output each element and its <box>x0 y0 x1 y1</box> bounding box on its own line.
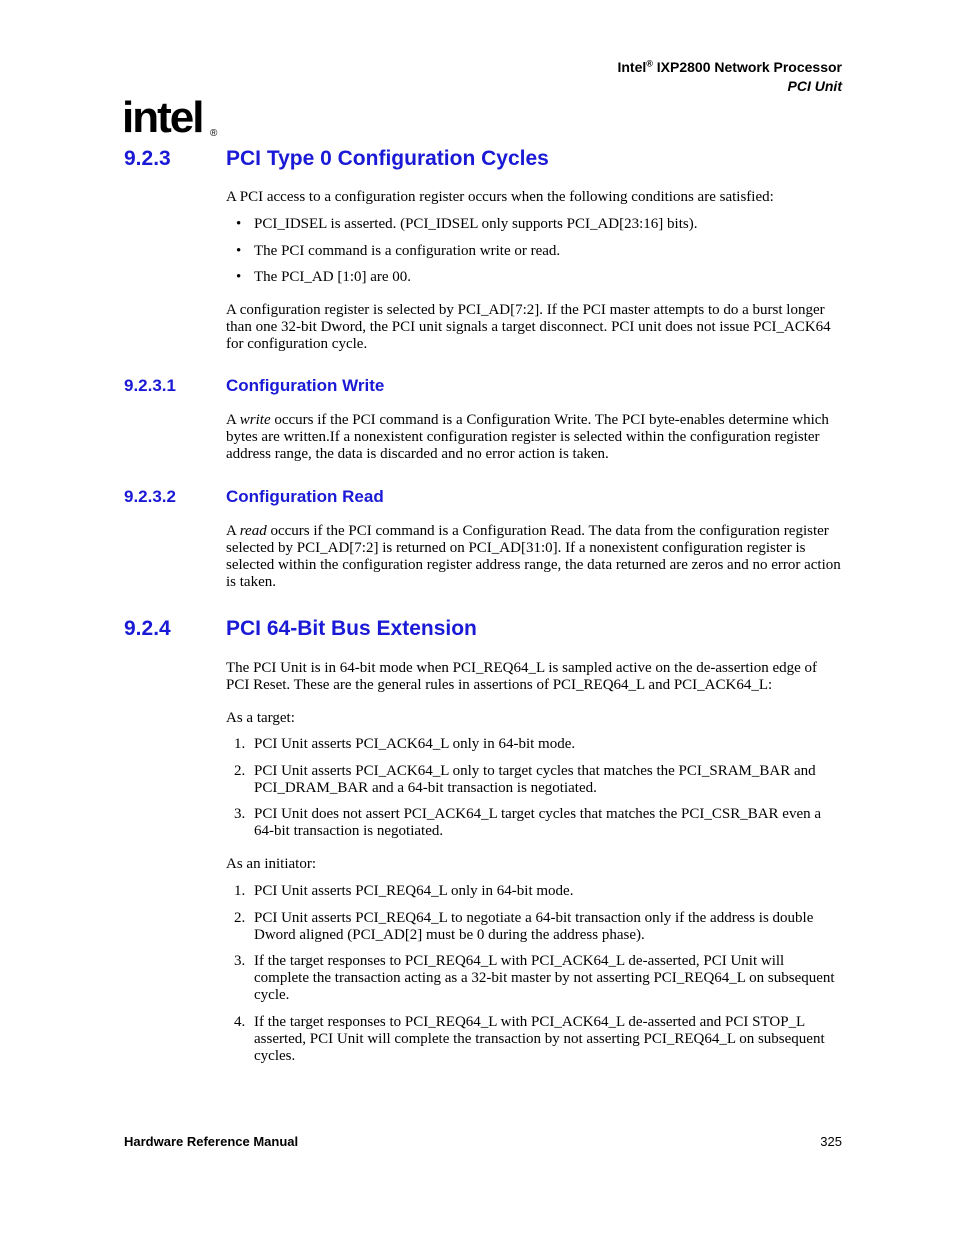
section-intro: A PCI access to a configuration register occurs when the following conditions are satisfied: <box>226 189 774 205</box>
section-title: Configuration Read <box>226 487 384 506</box>
paragraph <box>226 523 842 591</box>
conditions-list <box>226 216 842 296</box>
list-item: 1. PCI Unit asserts PCI_REQ64_L only in 64-bit mode. <box>234 883 574 899</box>
initiator-rules-list <box>226 883 842 1074</box>
paragraph <box>226 412 842 463</box>
footer-manual-title: Hardware Reference Manual <box>124 1134 299 1149</box>
running-header <box>617 58 842 96</box>
section-heading-9-2-4 <box>124 617 477 641</box>
header-brand: Intel <box>617 59 647 75</box>
text-run: occurs if the PCI command is a Configuration Write. The PCI byte-enables determine which bytes are written.If a nonexistent configuration register is selected within the configuration register address range, the data is discarded and no error action is taken. <box>226 412 829 462</box>
section-number: 9.2.3.2 <box>124 487 176 506</box>
header-product: IXP2800 Network Processor <box>656 59 842 75</box>
initiator-label: As an initiator: <box>226 856 316 872</box>
header-product-line <box>617 58 842 77</box>
footer-page-number: 325 <box>820 1134 842 1149</box>
list-item: 3. If the target responses to PCI_REQ64_L with PCI_ACK64_L de-asserted, PCI Unit will complete the transaction acting as a 32-bit master by not asserting PCI_REQ64_L on subsequent cycle. <box>234 953 835 1003</box>
list-item-text: PCI Unit asserts PCI_REQ64_L to negotiate a 64-bit transaction only if the address is double Dword aligned (PCI_AD[2] must be 0 during the address phase). <box>254 909 814 943</box>
section-heading-9-2-3-2 <box>124 487 384 507</box>
section-title: PCI 64-Bit Bus Extension <box>226 617 477 640</box>
section-heading-9-2-3 <box>124 147 549 171</box>
list-item: 3. PCI Unit does not assert PCI_ACK64_L target cycles that matches the PCI_CSR_BAR even a 64-bit transaction is negotiated. <box>234 806 822 839</box>
paragraph: A configuration register is selected by PCI_AD[7:2]. If the PCI master attempts to do a burst longer than one 32-bit Dword, the PCI unit signals a target disconnect. PCI unit does not issue PCI_ACK64 for configuration cycle. <box>226 302 831 352</box>
list-item-text: If the target responses to PCI_REQ64_L with PCI_ACK64_L de-asserted, PCI Unit will complete the transaction acting as a 32-bit master by not asserting PCI_REQ64_L on subsequent cycle. <box>254 953 835 1003</box>
list-item-text: PCI Unit asserts PCI_ACK64_L only to target cycles that matches the PCI_SRAM_BAR and PCI_DRAM_BAR and a 64-bit transaction is negotiated. <box>254 762 816 796</box>
section-title: PCI Type 0 Configuration Cycles <box>226 147 549 170</box>
intel-logo-text: intel <box>122 93 203 140</box>
text-run: occurs if the PCI command is a Configuration Read. The data from the configuration register selected by PCI_AD[7:2] is returned on PCI_AD[31:0]. If a nonexistent configuration register is selected within the configuration register address range, the data returned are zeros and no error action is taken. <box>226 523 841 590</box>
list-item: 1. PCI Unit asserts PCI_ACK64_L only in 64-bit mode. <box>234 736 576 752</box>
target-rules-list <box>226 736 842 850</box>
section-intro: The PCI Unit is in 64-bit mode when PCI_REQ64_L is sampled active on the de-assertion edge of PCI Reset. These are the general rules in assertions of PCI_REQ64_L and PCI_ACK64_L: <box>226 660 818 693</box>
section-number: 9.2.3.1 <box>124 376 176 395</box>
section-number: 9.2.3 <box>124 147 171 170</box>
section-number: 9.2.4 <box>124 617 171 640</box>
list-item-text: PCI Unit does not assert PCI_ACK64_L target cycles that matches the PCI_CSR_BAR even a 64-bit transaction is negotiated. <box>254 806 822 839</box>
list-item-text: PCI Unit asserts PCI_ACK64_L only in 64-bit mode. <box>254 736 576 752</box>
list-item: 4. If the target responses to PCI_REQ64_L with PCI_ACK64_L de-asserted and PCI STOP_L asserted, PCI Unit will complete the transaction by not asserting PCI_REQ64_L on subsequent cycles. <box>234 1013 825 1064</box>
header-section: PCI Unit <box>787 78 842 94</box>
section-heading-9-2-3-1 <box>124 376 385 396</box>
list-item-text: PCI Unit asserts PCI_REQ64_L only in 64-bit mode. <box>254 883 574 899</box>
section-title: Configuration Write <box>226 376 385 395</box>
intel-logo-registered: ® <box>210 128 218 139</box>
list-item: • PCI_IDSEL is asserted. (PCI_IDSEL only supports PCI_AD[23:16] bits). <box>226 216 842 233</box>
intel-logo <box>122 92 222 140</box>
list-item-text: If the target responses to PCI_REQ64_L with PCI_ACK64_L de-asserted and PCI STOP_L asserted, PCI Unit will complete the transaction by not asserting PCI_REQ64_L on subsequent cycles. <box>254 1013 825 1064</box>
emphasis: read <box>239 523 267 539</box>
text-run: A <box>226 523 240 539</box>
text-run: A <box>226 412 240 428</box>
list-item: 2. PCI Unit asserts PCI_ACK64_L only to target cycles that matches the PCI_SRAM_BAR and PCI_DRAM_BAR and a 64-bit transaction is negotiated. <box>234 762 816 796</box>
list-item: • The PCI_AD [1:0] are 00. <box>226 269 842 286</box>
emphasis: write <box>239 412 271 428</box>
target-label: As a target: <box>226 710 295 726</box>
list-item: 2. PCI Unit asserts PCI_REQ64_L to negotiate a 64-bit transaction only if the address is double Dword aligned (PCI_AD[2] must be 0 during the address phase). <box>234 909 814 943</box>
header-registered-mark: ® <box>646 58 653 69</box>
list-item: • The PCI command is a configuration write or read. <box>226 243 842 260</box>
